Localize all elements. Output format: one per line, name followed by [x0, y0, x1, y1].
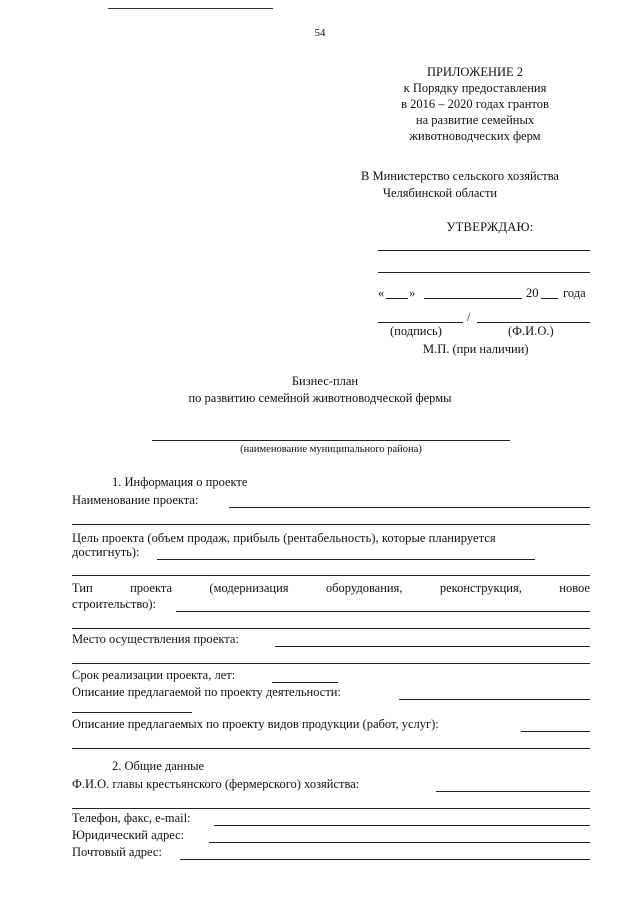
appendix-line: в 2016 – 2020 годах грантов — [401, 97, 549, 111]
approver-position-line[interactable] — [378, 250, 590, 251]
stamp-label: М.П. (при наличии) — [423, 342, 529, 356]
approval-month-line[interactable] — [424, 298, 522, 299]
project-location-field[interactable] — [275, 646, 590, 647]
signature-slash: / — [467, 310, 471, 324]
project-type-word: новое — [559, 581, 590, 595]
approval-day-line[interactable] — [386, 298, 408, 299]
document-title — [0, 373, 640, 407]
project-activity-label: Описание предлагаемой по проекту деятельности: — [72, 685, 341, 699]
project-type-label-2: строительство): — [72, 597, 157, 611]
appendix-line: к Порядку предоставления — [403, 81, 547, 95]
signature-label: (подпись) — [390, 324, 442, 338]
project-goal-field-2[interactable] — [72, 575, 590, 576]
fio-label: (Ф.И.О.) — [508, 324, 554, 338]
project-name-label: Наименование проекта: — [72, 493, 199, 507]
project-type-label — [72, 581, 590, 595]
head-name-label: Ф.И.О. главы крестьянского (фермерского) хозяйства: — [72, 777, 360, 791]
document-title-line: по развитию семейной животноводческой фермы — [188, 391, 452, 405]
project-location-label: Место осуществления проекта: — [72, 632, 239, 646]
top-rule — [108, 8, 273, 9]
postal-address-field[interactable] — [180, 859, 590, 860]
approval-title: УТВЕРЖДАЮ: — [446, 220, 534, 234]
appendix-block — [330, 64, 620, 144]
legal-address-label: Юридический адрес: — [72, 828, 185, 842]
district-name-line[interactable] — [152, 440, 510, 441]
project-location-field-2[interactable] — [72, 663, 590, 664]
project-type-word: оборудования, — [325, 581, 403, 595]
page-number: 54 — [314, 27, 326, 39]
approver-org-line[interactable] — [378, 272, 590, 273]
project-type-field-2[interactable] — [72, 628, 590, 629]
approval-year-prefix: 20 — [526, 286, 539, 300]
appendix-title: ПРИЛОЖЕНИЕ 2 — [426, 65, 524, 79]
project-name-field-2[interactable] — [72, 524, 590, 525]
signature-line[interactable] — [378, 322, 463, 323]
ministry-line: Челябинской области — [382, 186, 498, 200]
head-name-field[interactable] — [436, 791, 590, 792]
head-name-field-2[interactable] — [72, 808, 590, 809]
section1-heading: 1. Информация о проекте — [112, 475, 248, 489]
project-name-field[interactable] — [229, 507, 590, 508]
project-products-label: Описание предлагаемых по проекту видов продукции (работ, услуг): — [72, 717, 439, 731]
document-title-line: Бизнес-план — [291, 374, 359, 388]
approval-date-close-quote: » — [409, 286, 416, 300]
approval-year-suffix: года — [563, 286, 586, 300]
project-term-field[interactable] — [272, 682, 338, 683]
ministry-line: В Министерство сельского хозяйства — [361, 169, 559, 183]
contacts-field[interactable] — [214, 825, 590, 826]
project-type-word: (модернизация — [209, 581, 289, 595]
appendix-line: на развитие семейных — [415, 113, 535, 127]
appendix-line: животноводческих ферм — [409, 129, 541, 143]
project-activity-field-2[interactable] — [72, 712, 192, 713]
project-goal-label-2: достигнуть): — [72, 545, 140, 559]
ministry-addressee — [300, 168, 620, 202]
project-type-field[interactable] — [176, 611, 590, 612]
project-goal-label: Цель проекта (объем продаж, прибыль (рентабельность), которые планируется — [72, 531, 496, 545]
project-type-word: реконструкция, — [439, 581, 522, 595]
contacts-label: Телефон, факс, e-mail: — [72, 811, 191, 825]
legal-address-field[interactable] — [209, 842, 590, 843]
project-term-label: Срок реализации проекта, лет: — [72, 668, 236, 682]
project-goal-field[interactable] — [157, 559, 535, 560]
project-activity-field[interactable] — [399, 699, 590, 700]
section2-heading: 2. Общие данные — [112, 759, 205, 773]
district-caption: (наименование муниципального района) — [240, 444, 422, 455]
project-products-field-2[interactable] — [72, 748, 590, 749]
postal-address-label: Почтовый адрес: — [72, 845, 162, 859]
project-products-field[interactable] — [521, 731, 590, 732]
project-type-word: Тип — [72, 581, 93, 595]
fio-line[interactable] — [477, 322, 590, 323]
approval-year-line[interactable] — [541, 298, 558, 299]
approval-date-open-quote: « — [378, 286, 385, 300]
project-type-word: проекта — [130, 581, 173, 595]
